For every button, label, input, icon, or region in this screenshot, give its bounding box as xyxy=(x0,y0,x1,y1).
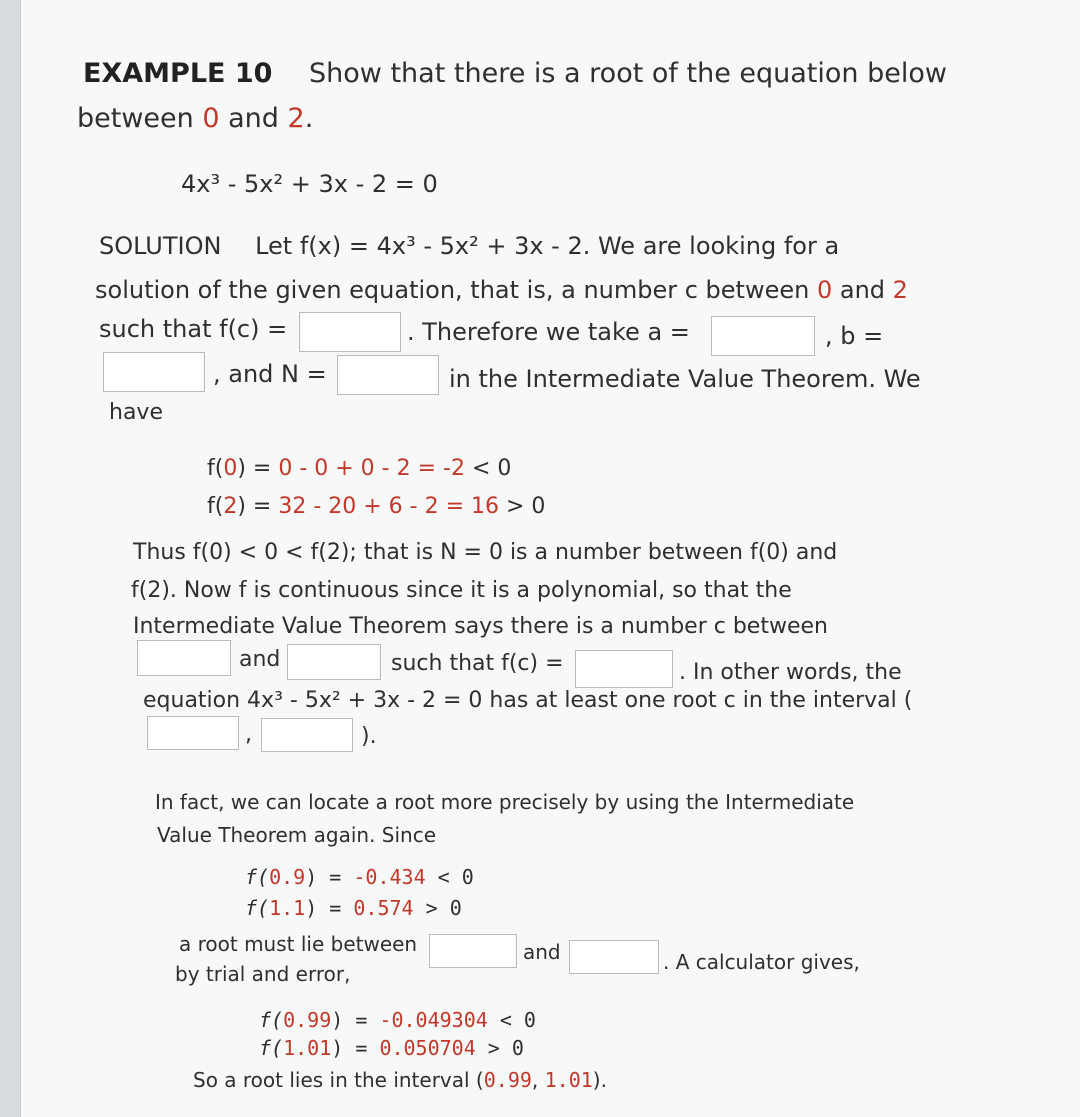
example-statement: Show that there is a root of the equation below xyxy=(309,58,947,89)
interval-left-input[interactable] xyxy=(147,716,239,750)
between-1-input[interactable] xyxy=(137,640,231,676)
fact-eval-2: f(1.1) = 0.574 > 0 xyxy=(245,896,462,920)
b-input[interactable] xyxy=(103,352,205,392)
eval-f0: f(0) = 0 - 0 + 0 - 2 = -2 < 0 xyxy=(207,456,512,481)
solution-line1: SOLUTION Let f(x) = 4x³ - 5x² + 3x - 2. We are looking for a xyxy=(99,232,840,260)
thus-such-that: such that f(c) = xyxy=(391,651,564,676)
thus-line1: Thus f(0) < 0 < f(2); that is N = 0 is a number between f(0) and xyxy=(133,540,838,565)
interval-right-input[interactable] xyxy=(261,718,353,752)
between-2-input[interactable] xyxy=(287,644,381,680)
thus-line2: f(2). Now f is continuous since it is a polynomial, so that the xyxy=(131,578,792,603)
fact-line3-a: a root must lie between xyxy=(179,932,418,956)
N-input[interactable] xyxy=(337,355,439,395)
fact-eval-4: f(1.01) = 0.050704 > 0 xyxy=(259,1036,524,1060)
fact-line3-tail: . A calculator gives, xyxy=(663,950,860,974)
thus-line5: equation 4x³ - 5x² + 3x - 2 = 0 has at least one root c in the interval ( xyxy=(143,688,913,713)
a-input[interactable] xyxy=(711,316,815,356)
fc2-input[interactable] xyxy=(575,650,673,688)
fact-line2: Value Theorem again. Since xyxy=(157,823,437,847)
fact-eval-3: f(0.99) = -0.049304 < 0 xyxy=(259,1008,536,1032)
solution-line3-b: . Therefore we take a = xyxy=(407,318,690,346)
solution-line5: have xyxy=(109,400,163,425)
thus-and: and xyxy=(239,647,281,672)
problem-page xyxy=(20,0,1080,1117)
example-heading xyxy=(83,58,947,89)
root-between-1-input[interactable] xyxy=(429,934,517,968)
root-between-2-input[interactable] xyxy=(569,940,659,974)
interval-comma: , xyxy=(245,722,252,747)
solution-line3-c: , b = xyxy=(825,322,884,350)
example-statement-line2: between 0 and 2. xyxy=(77,103,314,134)
solution-label: SOLUTION xyxy=(99,232,222,260)
fact-and: and xyxy=(523,940,561,964)
interval-close: ). xyxy=(361,724,377,749)
eval-f2: f(2) = 32 - 20 + 6 - 2 = 16 > 0 xyxy=(207,494,546,519)
fact-line4: by trial and error, xyxy=(175,962,351,986)
fact-eval-1: f(0.9) = -0.434 < 0 xyxy=(245,865,474,889)
thus-line4-tail: . In other words, the xyxy=(679,660,902,685)
fact-final: So a root lies in the interval (0.99, 1.01). xyxy=(193,1068,607,1092)
thus-line3: Intermediate Value Theorem says there is a number c between xyxy=(133,614,828,639)
solution-line3-a: such that f(c) = xyxy=(99,315,288,343)
solution-line4-b: in the Intermediate Value Theorem. We xyxy=(449,365,921,393)
equation: 4x³ - 5x² + 3x - 2 = 0 xyxy=(181,170,438,198)
solution-line2: solution of the given equation, that is, a number c between 0 and 2 xyxy=(95,276,908,304)
fact-line1: In fact, we can locate a root more precisely by using the Intermediate xyxy=(155,790,855,814)
fc-input[interactable] xyxy=(299,312,401,352)
example-label: EXAMPLE 10 xyxy=(83,58,273,89)
solution-line4-a: , and N = xyxy=(213,360,327,388)
